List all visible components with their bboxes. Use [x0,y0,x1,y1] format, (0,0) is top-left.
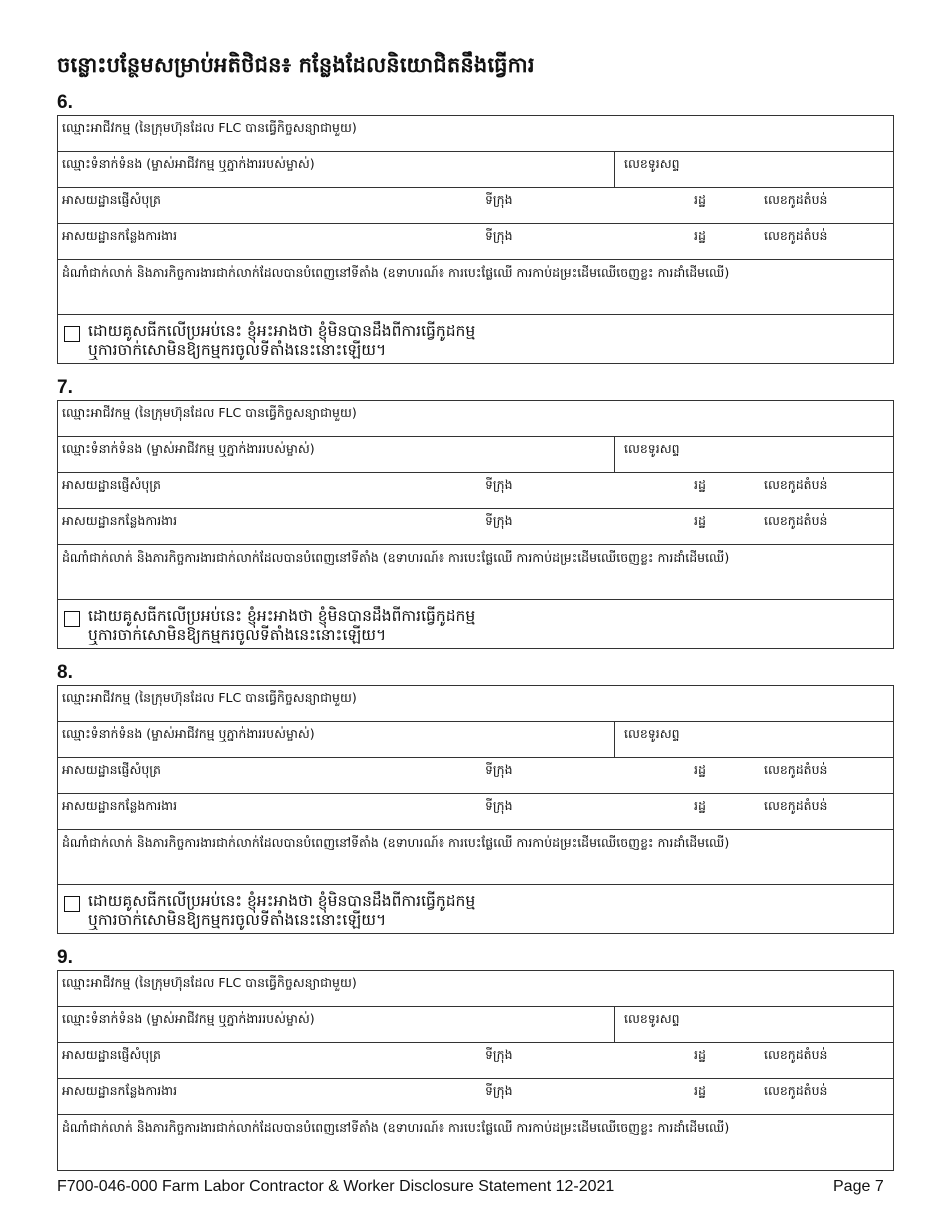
attestation-text: ដោយគូសធីកលើប្រអប់នេះ ខ្ញុំអះអាងថា ខ្ញុំមិនបានដឹងពីការធ្វើកូដកម្ម [88,607,476,625]
state-label: រដ្ឋ [694,228,706,243]
city-label: ទីក្រុង [485,1047,513,1062]
attestation-checkbox[interactable] [64,611,80,627]
client-entry-box [57,685,894,934]
state-label: រដ្ឋ [694,798,706,813]
client-entry-box [57,400,894,649]
page-title: ចន្លោះបន្ថែមសម្រាប់អតិថិជន៖ កន្លែងដែលនិយោជិតនឹងធ្វើការ [57,53,535,77]
description-field[interactable] [58,545,893,600]
contact-row [58,437,893,473]
form-id: F700-046-000 Farm Labor Contractor & Worker Disclosure Statement 12-2021 [57,1178,615,1195]
attestation-text: ឬការចាក់សោមិនឱ្យកម្មករចូលទីតាំងនេះនោះឡើយ។ [88,626,387,644]
business-name-label: ឈ្មោះអាជីវកម្ម (នៃក្រុមហ៊ុនដែល FLC បានធ្វើកិច្ចសន្យាជាមួយ) [62,690,357,705]
work-address-label: អាសយដ្ឋានកន្លែងការងារ [62,798,178,813]
work-address-field[interactable] [58,794,893,830]
work-address-field[interactable] [58,509,893,545]
business-name-field[interactable] [58,971,893,1007]
business-name-field[interactable] [58,686,893,722]
contact-name-label: ឈ្មោះទំនាក់ទំនង (ម្ចាស់អាជីវកម្ម ឬភ្នាក់ងាររបស់ម្ចាស់) [62,441,315,456]
city-label: ទីក្រុង [485,192,513,207]
phone-label: លេខទូរសព្ទ [624,726,680,741]
attestation-checkbox[interactable] [64,326,80,342]
description-field[interactable] [58,260,893,315]
state-label: រដ្ឋ [694,1047,706,1062]
state-label: រដ្ឋ [694,477,706,492]
description-field[interactable] [58,1115,893,1170]
business-name-label: ឈ្មោះអាជីវកម្ម (នៃក្រុមហ៊ុនដែល FLC បានធ្វើកិច្ចសន្យាជាមួយ) [62,975,357,990]
work-address-field[interactable] [58,1079,893,1115]
attestation-row [58,600,893,648]
city-label: ទីក្រុង [485,477,513,492]
work-address-label: អាសយដ្ឋានកន្លែងការងារ [62,513,178,528]
description-label: ដំណាំជាក់លាក់ និងភារកិច្ចការងារជាក់លាក់ដែលបានបំពេញនៅទីតាំង (ឧទាហរណ៍៖ ការបេះផ្លែឈើ ការកាប់ដម្រះដើមឈើចេញខ្លះ ការដាំដើមឈើ) [62,835,730,850]
zip-label: លេខកូដតំបន់ [764,762,828,777]
city-label: ទីក្រុង [485,762,513,777]
attestation-text: ដោយគូសធីកលើប្រអប់នេះ ខ្ញុំអះអាងថា ខ្ញុំមិនបានដឹងពីការធ្វើកូដកម្ម [88,892,476,910]
mailing-address-field[interactable] [58,473,893,509]
state-label: រដ្ឋ [694,513,706,528]
zip-label: លេខកូដតំបន់ [764,1047,828,1062]
state-label: រដ្ឋ [694,762,706,777]
mailing-address-field[interactable] [58,1043,893,1079]
city-label: ទីក្រុង [485,228,513,243]
description-label: ដំណាំជាក់លាក់ និងភារកិច្ចការងារជាក់លាក់ដែលបានបំពេញនៅទីតាំង (ឧទាហរណ៍៖ ការបេះផ្លែឈើ ការកាប់ដម្រះដើមឈើចេញខ្លះ ការដាំដើមឈើ) [62,265,730,280]
attestation-text: ដោយគូសធីកលើប្រអប់នេះ ខ្ញុំអះអាងថា ខ្ញុំមិនបានដឹងពីការធ្វើកូដកម្ម [88,322,476,340]
city-label: ទីក្រុង [485,513,513,528]
business-name-label: ឈ្មោះអាជីវកម្ម (នៃក្រុមហ៊ុនដែល FLC បានធ្វើកិច្ចសន្យាជាមួយ) [62,405,357,420]
phone-label: លេខទូរសព្ទ [624,441,680,456]
state-label: រដ្ឋ [694,1083,706,1098]
contact-row [58,1007,893,1043]
mailing-address-field[interactable] [58,758,893,794]
description-label: ដំណាំជាក់លាក់ និងភារកិច្ចការងារជាក់លាក់ដែលបានបំពេញនៅទីតាំង (ឧទាហរណ៍៖ ការបេះផ្លែឈើ ការកាប់ដម្រះដើមឈើចេញខ្លះ ការដាំដើមឈើ) [62,550,730,565]
attestation-row [58,885,893,933]
city-label: ទីក្រុង [485,798,513,813]
work-address-label: អាសយដ្ឋានកន្លែងការងារ [62,228,178,243]
attestation-text: ឬការចាក់សោមិនឱ្យកម្មករចូលទីតាំងនេះនោះឡើយ។ [88,341,387,359]
contact-row [58,722,893,758]
page-number: Page 7 [833,1178,884,1195]
section-number: 7. [57,377,73,398]
business-name-field[interactable] [58,116,893,152]
contact-name-label: ឈ្មោះទំនាក់ទំនង (ម្ចាស់អាជីវកម្ម ឬភ្នាក់ងាររបស់ម្ចាស់) [62,1011,315,1026]
city-label: ទីក្រុង [485,1083,513,1098]
contact-name-label: ឈ្មោះទំនាក់ទំនង (ម្ចាស់អាជីវកម្ម ឬភ្នាក់ងាររបស់ម្ចាស់) [62,156,315,171]
attestation-checkbox[interactable] [64,896,80,912]
section-number: 8. [57,662,73,683]
mailing-address-field[interactable] [58,188,893,224]
zip-label: លេខកូដតំបន់ [764,1083,828,1098]
contact-row [58,152,893,188]
zip-label: លេខកូដតំបន់ [764,513,828,528]
mailing-address-label: អាសយដ្ឋានផ្ញើសំបុត្រ [62,477,161,492]
description-field[interactable] [58,830,893,885]
work-address-label: អាសយដ្ឋានកន្លែងការងារ [62,1083,178,1098]
phone-label: លេខទូរសព្ទ [624,1011,680,1026]
work-address-field[interactable] [58,224,893,260]
business-name-label: ឈ្មោះអាជីវកម្ម (នៃក្រុមហ៊ុនដែល FLC បានធ្វើកិច្ចសន្យាជាមួយ) [62,120,357,135]
mailing-address-label: អាសយដ្ឋានផ្ញើសំបុត្រ [62,1047,161,1062]
section-number: 6. [57,92,73,113]
mailing-address-label: អាសយដ្ឋានផ្ញើសំបុត្រ [62,762,161,777]
zip-label: លេខកូដតំបន់ [764,798,828,813]
mailing-address-label: អាសយដ្ឋានផ្ញើសំបុត្រ [62,192,161,207]
attestation-text: ឬការចាក់សោមិនឱ្យកម្មករចូលទីតាំងនេះនោះឡើយ។ [88,911,387,929]
business-name-field[interactable] [58,401,893,437]
section-number: 9. [57,947,73,968]
phone-label: លេខទូរសព្ទ [624,156,680,171]
client-entry-box [57,970,894,1171]
description-label: ដំណាំជាក់លាក់ និងភារកិច្ចការងារជាក់លាក់ដែលបានបំពេញនៅទីតាំង (ឧទាហរណ៍៖ ការបេះផ្លែឈើ ការកាប់ដម្រះដើមឈើចេញខ្លះ ការដាំដើមឈើ) [62,1120,730,1135]
attestation-row [58,315,893,363]
state-label: រដ្ឋ [694,192,706,207]
contact-name-label: ឈ្មោះទំនាក់ទំនង (ម្ចាស់អាជីវកម្ម ឬភ្នាក់ងាររបស់ម្ចាស់) [62,726,315,741]
zip-label: លេខកូដតំបន់ [764,228,828,243]
client-entry-box [57,115,894,364]
zip-label: លេខកូដតំបន់ [764,192,828,207]
zip-label: លេខកូដតំបន់ [764,477,828,492]
